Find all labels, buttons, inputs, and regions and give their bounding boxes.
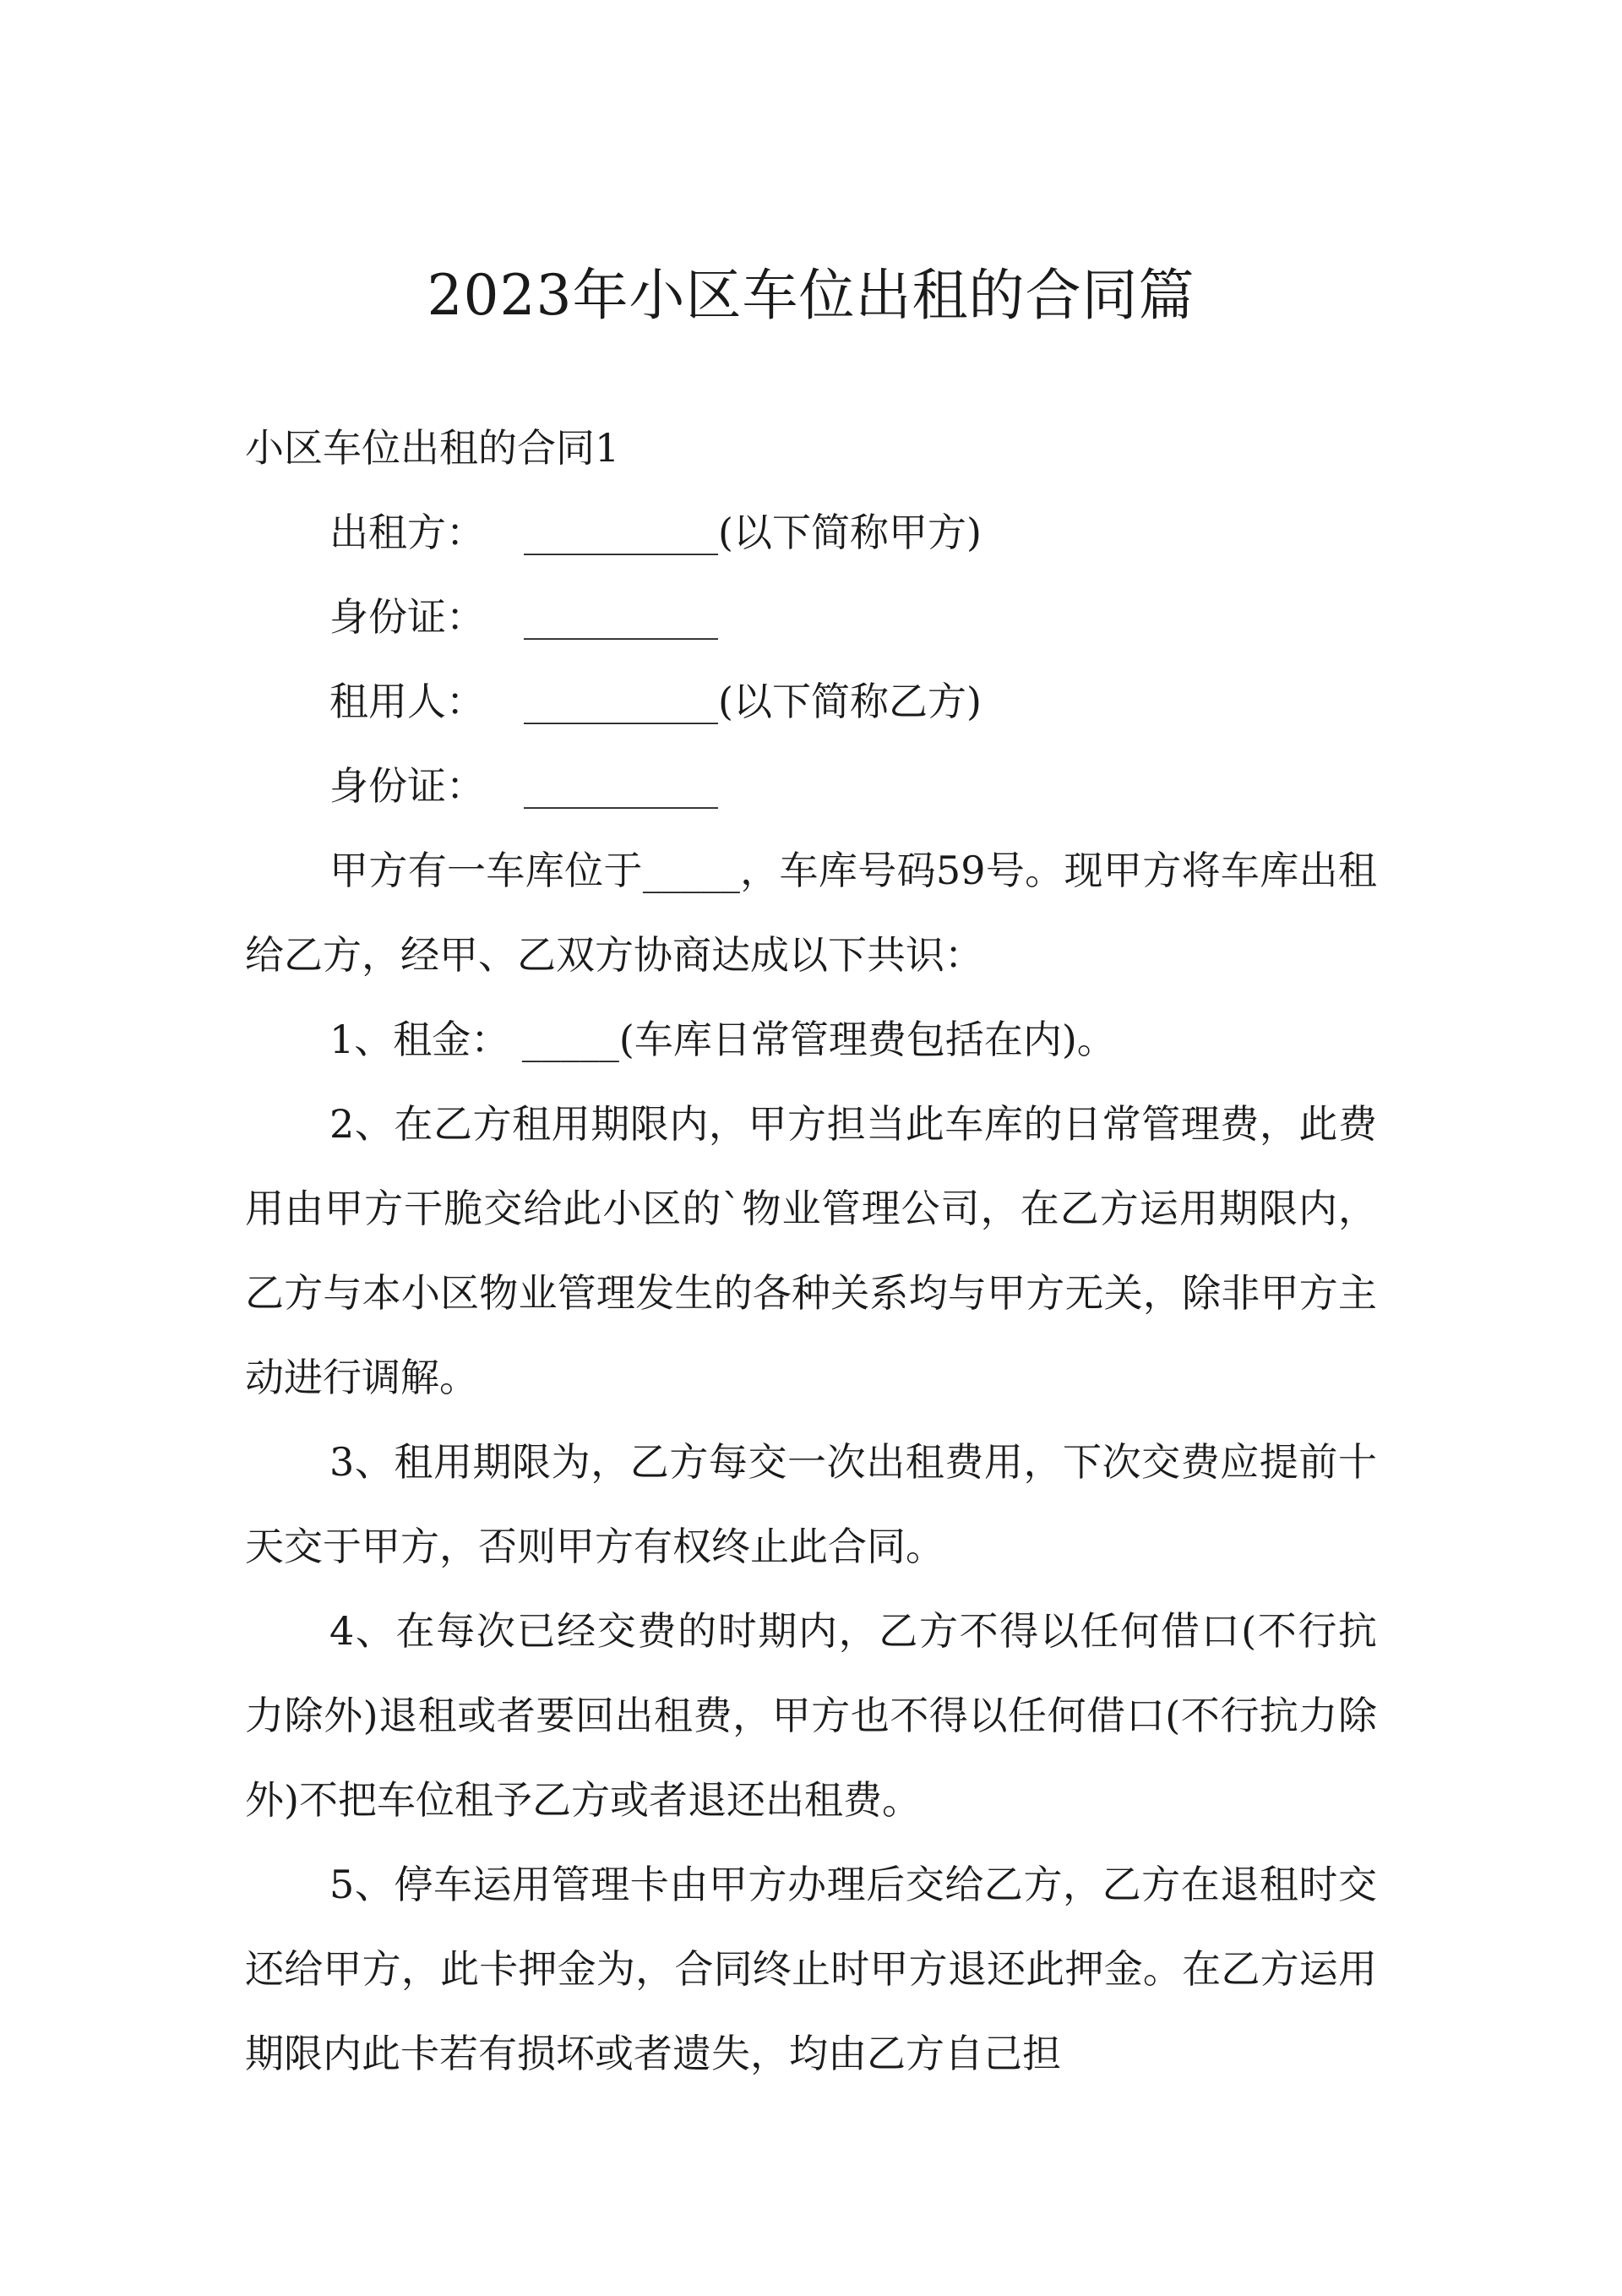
document-title: 2023年小区车位出租的合同篇 (427, 263, 1195, 328)
clause-1: 1、租金： _____(车库日常管理费包括在内)。 (329, 1017, 1116, 1062)
contract-subtitle: 小区车位出租的合同1 (245, 425, 620, 471)
clause-5: 5、停车运用管理卡由甲方办理后交给乙方，乙方在退租时交还给甲方，此卡押金为，合同终止时甲方退还此押金。在乙方运用期限内此卡若有损坏或者遗失，均由乙方自己担 (245, 1862, 1377, 2076)
fill-blank: __________ (524, 594, 718, 640)
clause-4: 4、在每次已经交费的时期内，乙方不得以任何借口(不行抗力除外)退租或者要回出租费，甲方也不得以任何借口(不行抗力除外)不把车位租予乙方或者退还出租费。 (245, 1608, 1377, 1823)
party-line-lessee-id (245, 744, 1377, 828)
party-label: 出租方： (329, 510, 485, 555)
party-note: (以下简称乙方) (718, 679, 982, 724)
paragraph-intro: 甲方有一车库位于_____，车库号码59号。现甲方将车库出租给乙方，经甲、乙双方协商达成以下共识： (245, 848, 1377, 978)
party-label: 身份证： (329, 763, 485, 809)
fill-blank: __________ (524, 763, 718, 809)
clause-3: 3、租用期限为，乙方每交一次出租费用，下次交费应提前十天交于甲方，否则甲方有权终止此合同。 (245, 1439, 1377, 1569)
fill-blank: __________ (524, 679, 718, 724)
party-line-lessor-id (245, 575, 1377, 659)
party-line-lessee (245, 659, 1377, 744)
fill-blank: __________ (524, 510, 718, 555)
party-label: 身份证： (329, 594, 485, 640)
document-body (245, 406, 1377, 2096)
party-label: 租用人： (329, 679, 485, 724)
party-note: (以下简称甲方) (718, 510, 982, 555)
party-line-lessor (245, 490, 1377, 575)
clause-2: 2、在乙方租用期限内，甲方担当此车库的日常管理费，此费用由甲方干脆交给此小区的`物业管理公司，在乙方运用期限内，乙方与本小区物业管理发生的各种关系均与甲方无关，除非甲方主动进行调解。 (245, 1101, 1377, 1400)
